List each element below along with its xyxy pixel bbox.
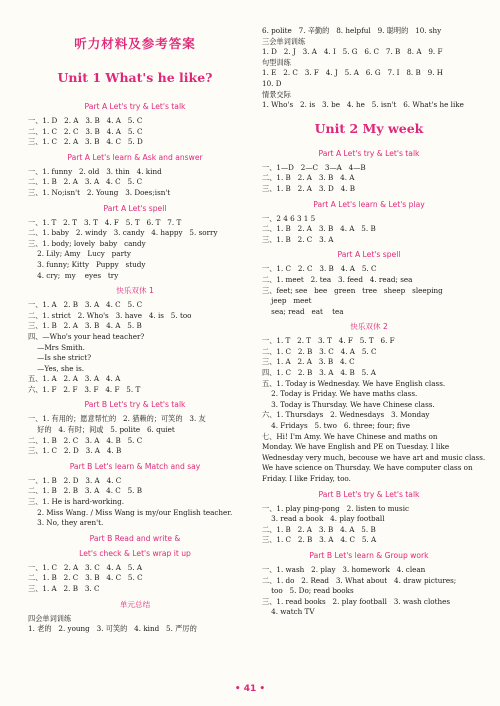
answer-line: 3. funny; Kitty Puppy study <box>28 259 146 269</box>
answer-line: 五、1. A 2. A 3. A 4. A <box>28 374 121 384</box>
answer-line: 三、1. C 2. A 3. B 4. C 5. D <box>28 137 143 147</box>
answer-line: 一、1. play ping-pong 2. listen to music <box>262 503 410 513</box>
answer-line: 三、1. A 2. A 3. B 4. C <box>262 357 355 367</box>
answer-line: 三、1. body; lovely baby candy <box>28 238 146 248</box>
answer-line: 一、1. funny 2. old 3. thin 4. kind <box>28 166 162 176</box>
section-heading: Part A Let's try & Let's talk <box>318 148 420 158</box>
answer-line: —Yes, she is. <box>28 363 85 373</box>
answer-line: 好的 4. 有时；间或 5. polite 6. quiet <box>28 425 175 435</box>
answer-line: 四、—Who's your head teacher? <box>28 331 145 341</box>
answer-line: 1. Who's 2. is 3. be 4. he 5. isn't 6. What's he like <box>262 100 464 110</box>
section-heading: Part B Let's try & Let's talk <box>318 489 420 499</box>
answer-line: 一、1. C 2. C 3. B 4. A 5. C <box>262 264 377 274</box>
answer-line: jeep meet <box>262 296 312 306</box>
answer-line: 三、1. read books 2. play football 3. wash clothes <box>262 596 451 606</box>
answer-line: 二、1. baby 2. windy 3. candy 4. happy 5. sorry <box>28 228 218 238</box>
answer-line: 一、1. 有用的；愿意帮忙的 2. 猎赖的；可笑的 3. 友 <box>28 414 206 424</box>
answer-line: 三、1. B 2. A 3. D 4. B <box>262 183 356 193</box>
page-title: 听力材料及参考答案 <box>74 36 196 51</box>
answer-line: 七、Hi! I'm Amy. We have Chinese and maths on <box>262 431 438 441</box>
answer-line: 二、1. C 2. B 3. C 4. A 5. C <box>262 346 377 356</box>
answer-line: 情景交际 <box>262 89 291 99</box>
answer-line: 一、1—D 2—C 3—A 4—B <box>262 162 366 172</box>
answer-line: 三、1. C 2. B 3. A 4. C 5. A <box>262 535 377 545</box>
answer-line: Wednesday very much, becouse we have art and music class. <box>262 452 486 462</box>
answer-line: 1. D 2. J 3. A 4. I 5. G 6. C 7. B 8. A 9. F <box>262 47 443 57</box>
answer-line: 一、1. D 2. A 3. B 4. A 5. C <box>28 116 143 125</box>
section-heading: Part A Let's learn & Ask and answer <box>67 152 203 162</box>
answer-line: 三、1. B 2. C 3. A <box>262 234 334 244</box>
answer-line: 6. polite 7. 辛勤的 8. helpful 9. 聪明的 10. shy <box>262 26 442 35</box>
answer-line: 4. Fridays 5. two 6. three; four; five <box>262 421 411 431</box>
answer-line: Monday. We have English and PE on Tuesday. I like <box>262 442 450 452</box>
answer-line: 10. D <box>262 78 282 88</box>
answer-line: 一、1. T 2. T 3. T 4. F 5. T 6. F <box>262 336 395 346</box>
answer-line: 一、1. wash 2. play 3. homework 4. clean <box>262 564 426 574</box>
section-heading: Part A Let's spell <box>337 250 401 260</box>
answer-line: 1. E 2. C 3. F 4. J 5. A 6. G 7. I 8. B 9. H <box>262 68 444 78</box>
answer-line: 一、1. B 2. D 3. A 4. C <box>28 475 122 485</box>
answer-line: 四、1. C 2. B 3. A 4. B 5. A <box>262 368 376 378</box>
answer-line: 一、1. A 2. B 3. A 4. C 5. C <box>28 300 143 310</box>
answer-line: 六、1. F 2. F 3. F 4. F 5. T <box>28 384 141 394</box>
answer-line: 二、1. B 2. C 3. A 4. B 5. C <box>28 435 143 445</box>
answer-line: 五、1. Today is Wednesday. We have English class. <box>262 378 446 388</box>
answer-line: Friday. I like Friday, too. <box>262 474 351 483</box>
answer-line: 1. 老的 2. young 3. 可笑的 4. kind 5. 严厉的 <box>28 624 197 634</box>
answer-line: 三、1. He is hard-working. <box>28 497 125 507</box>
answer-line: 二、1. strict 2. Who's 3. have 4. is 5. too <box>28 310 192 320</box>
answer-line: too 5. Do; read books <box>262 586 354 596</box>
answer-line: 二、1. B 2. B 3. A 4. C 5. B <box>28 486 143 496</box>
section-heading: Part B Read and write & <box>89 533 181 543</box>
answer-line: 二、1. do 2. Read 3. What about 4. draw pictures; <box>262 575 457 585</box>
answer-line: 2. Lily; Amy Lucy party <box>28 249 131 259</box>
answer-line: We have science on Thursday. We have computer class on <box>262 463 473 473</box>
answer-line: 三会单词训练 <box>262 36 306 46</box>
answer-line: 句型训练 <box>262 57 291 67</box>
answer-line: 二、1. B 2. A 3. B 4. A 5. B <box>262 524 376 534</box>
answer-line: 二、1. B 2. A 3. B 4. A 5. B <box>262 224 376 234</box>
section-heading: 单元总结 <box>119 599 151 609</box>
answer-line: 二、1. B 2. A 3. A 4. C 5. C <box>28 177 143 187</box>
unit-heading: Unit 1 What's he like? <box>57 70 213 85</box>
answer-line: 4. cry; my eyes try <box>28 270 119 280</box>
answer-line: 四会单词训练 <box>28 613 72 623</box>
answer-line: 3. read a book 4. play football <box>262 514 385 524</box>
answer-line: 三、1. B 2. A 3. B 4. A 5. B <box>28 321 142 331</box>
answer-line: 4. watch TV <box>262 607 315 617</box>
answer-line: —Mrs Smith. <box>28 342 85 352</box>
answer-line: sea; read eat tea <box>262 306 344 316</box>
section-heading: Let's check & Let's wrap it up <box>79 548 191 558</box>
section-heading: Part B Let's learn & Match and say <box>69 461 201 471</box>
answer-line: 二、1. meet 2. tea 3. feed 4. read; sea <box>262 274 413 284</box>
answer-line: 2. Miss Wang. / Miss Wang is my/our English teacher. <box>28 507 233 517</box>
answer-line: 三、1. No;isn't 2. Young 3. Does;isn't <box>28 187 171 197</box>
left-column <box>28 26 242 635</box>
answer-line: 一、2 4 6 3 1 5 <box>262 213 316 223</box>
answer-line: 3. Today is Thursday. We have Chinese class. <box>262 399 435 409</box>
answer-line: 二、1. B 2. C 3. B 4. C 5. C <box>28 573 143 583</box>
unit-heading: Unit 2 My week <box>314 120 424 136</box>
answer-line: 二、1. B 2. A 3. B 4. A <box>262 173 355 183</box>
section-heading: Part B Let's learn & Group work <box>309 550 429 560</box>
section-heading: 快乐双休 1 <box>116 286 154 296</box>
answer-line: 二、1. C 2. C 3. B 4. A 5. C <box>28 126 143 136</box>
answer-line: 3. No, they aren't. <box>28 518 104 528</box>
answer-line: 三、feet; see bee green tree sheep sleeping <box>262 285 443 295</box>
section-heading: Part A Let's learn & Let's play <box>313 199 425 209</box>
section-heading: Part A Let's try & Let's talk <box>84 102 186 111</box>
section-heading: 快乐双休 2 <box>350 322 388 332</box>
page-number: • 41 • <box>234 684 266 694</box>
answer-line: —Is she strict? <box>28 353 92 363</box>
answer-line: 六、1. Thursdays 2. Wednesdays 3. Monday <box>262 410 430 420</box>
answer-line: 三、1. C 2. D 3. A 4. B <box>28 446 122 456</box>
section-heading: Part A Let's spell <box>103 203 167 213</box>
answer-line: 2. Today is Friday. We have maths class. <box>262 389 418 399</box>
answer-line: 一、1. C 2. A 3. C 4. A 5. A <box>28 562 143 572</box>
section-heading: Part B Let's try & Let's talk <box>84 400 186 410</box>
right-column <box>262 26 486 618</box>
answer-line: 一、1. T 2. T 3. T 4. F 5. T 6. T 7. T <box>28 217 182 227</box>
answer-line: 三、1. A 2. B 3. C <box>28 584 100 593</box>
